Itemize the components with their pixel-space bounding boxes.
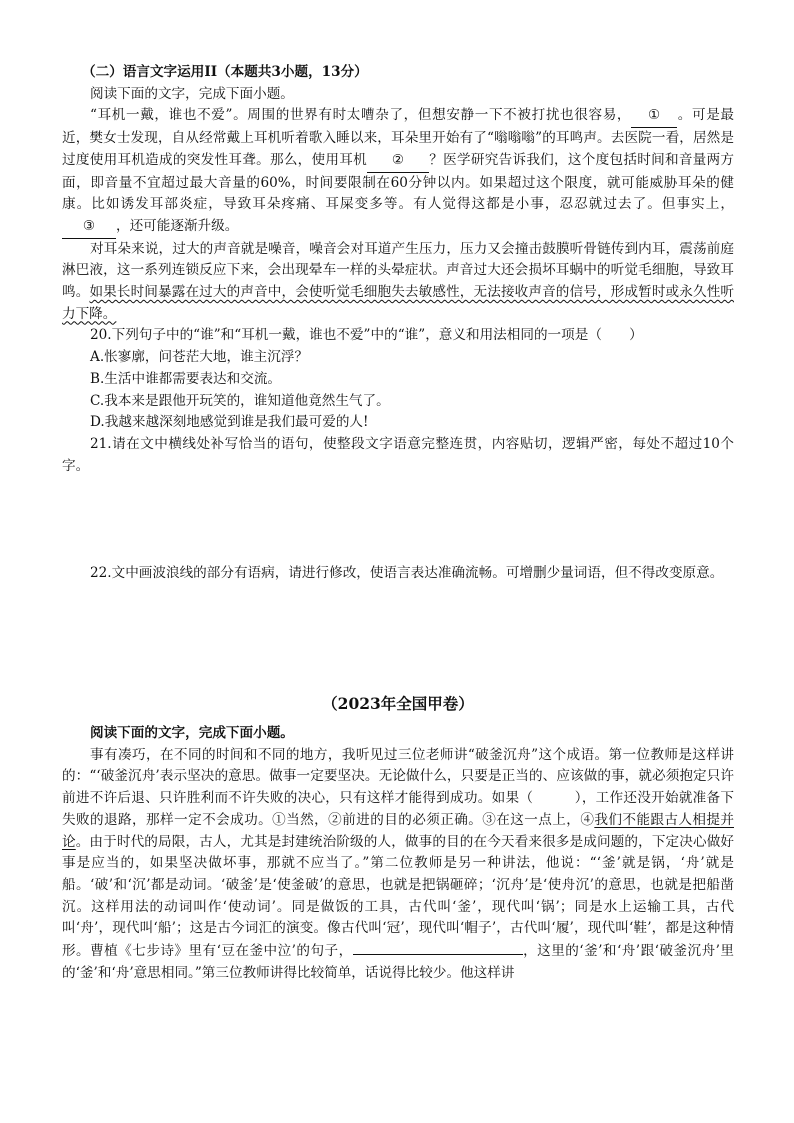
passage-text: “耳机一戴，谁也不爱”。周围的世界有时太嘈杂了，但想安静一下不被打扰也很容易，: [90, 107, 632, 124]
answer-blank-1[interactable]: ①: [631, 105, 677, 128]
question-20: 20.下列句子中的“谁”和“耳机一戴，谁也不爱”中的“谁”，意义和用法相同的一项是（ ）: [90, 327, 643, 344]
answer-blank-poem[interactable]: [353, 940, 523, 955]
underlined-phrase: 我们不能跟古人相提并论: [62, 811, 734, 850]
q20-option-c[interactable]: C.我本来是跟他开玩笑的，谁知道他竟然生气了。: [90, 392, 390, 409]
wavy-underlined-sentence: 如果长时间暴露在过大的声音中，会使听觉毛细胞失去敏感性，无法接收声音的信号，形成暂时或永久性听力下降。: [62, 284, 735, 322]
question-21: 21.请在文中横线处补写恰当的语句，使整段文字语意完整连贯，内容贴切，逻辑严密，每处不超过10个字。: [62, 435, 734, 474]
passage-paragraph-2: [62, 239, 734, 326]
section-title-2023: （2023年全国甲卷）: [322, 694, 474, 714]
section-instruction: 阅读下面的文字，完成下面小题。: [90, 85, 294, 102]
answer-blank-2[interactable]: ②: [367, 150, 429, 173]
passage2-paragraph-1: [62, 745, 734, 985]
q20-option-a[interactable]: A.怅寥廓，问苍茫大地，谁主沉浮？: [90, 349, 309, 366]
passage-text: ，还可能逐渐升级。: [116, 217, 239, 234]
exam-page: [62, 62, 734, 985]
q20-option-b[interactable]: B.生活中谁都需要表达和交流。: [90, 370, 282, 387]
section2-instruction: 阅读下面的文字，完成下面小题。: [90, 725, 294, 742]
passage-paragraph-1: [62, 105, 734, 238]
passage-text: 对耳朵来说，过大的声音就是噪音，噪音会对耳道产生压力，压力又会撞击鼓膜听骨链传到内耳，震荡前庭淋巴液，这一系列连锁反应下来，会出现晕车一样的头晕症状。声音过大还会损坏耳蜗中的听觉毛细胞，导致耳鸣。: [62, 240, 734, 301]
q20-option-d[interactable]: D.我越来越深刻地感觉到谁是我们最可爱的人!: [90, 414, 369, 431]
question-22: 22.文中画波浪线的部分有语病，请进行修改，使语言表达准确流畅。可增删少量词语，但不得改变原意。: [90, 565, 724, 582]
passage-text: 。由于时代的局限，古人，尤其是封建统治阶级的人，做事的目的在今天看来很多是成问题的，下定决心做好事是应当的，如果坚决做坏事，那就不应当了。”第二位教师是另一种讲法，他说：“‘釜’就是锅，‘舟’就是船。‘破’和‘沉’都是动词。‘破釜’是‘使釜破’的意思，也就是把锅砸碎；‘沉舟’是‘使舟沉’的意思，也就是把船凿沉。这样用法的动词叫作‘使动词’。同是做饭的工具，古代叫‘釜’，现代叫‘锅’；同是水上运输工具，古代叫‘舟’，现代叫‘船’；这是古今词汇的演变。像古代叫‘冠’，现代叫‘帽子’，古代叫‘履’，现代叫‘鞋’，都是这种情形。曹植《七步诗》里有‘豆在釜中泣’的句子，: [62, 833, 734, 960]
answer-blank-3[interactable]: ③: [62, 216, 116, 239]
passage-text: ？医学研究告诉我们，这个度包括时间和音量两方面，即音量不宜超过最大音量的60%，时间要限制在60分钟以内。如果超过这个限度，就可能威胁耳朵的健康。比如诱发耳部炎症，导致耳朵疼痛、耳屎变多等。有人觉得这都是小事，忍忍就过去了。但事实上，: [62, 151, 734, 213]
passage-text: ，这里的‘釜’和‘舟’跟‘破釜沉舟’里的‘釜’和‘舟’意思相同。”第三位教师讲得比较简单，话说得比较少。他这样讲: [62, 943, 734, 981]
passage-text: 。可是最近，樊女士发现，自从经常戴上耳机听着歌入睡以来，耳朵里开始有了“嗡嗡嗡”的耳鸣声。去医院一看，居然是过度使用耳机造成的突发性耳聋。那么，使用耳机: [62, 107, 735, 168]
section-heading: （二）语言文字运用II（本题共3小题，13分）: [82, 64, 368, 80]
passage-text: 事有凑巧，在不同的时间和不同的地方，我听见过三位老师讲“破釜沉舟”这个成语。第一位教师是这样讲的：“‘破釜沉舟’表示坚决的意思。做事一定要坚决。无论做什么，只要是正当的、应该做的事，就必须抱定只许前进不许后退、只许胜利而不许失败的决心，只有这样才能得到成功。如果（ ），工作还没开始就准备下失败的退路，那样一定不会成功。①当然，②前进的目的必须正确。③在这一点上，④: [62, 746, 734, 828]
answer-space: [62, 477, 734, 563]
